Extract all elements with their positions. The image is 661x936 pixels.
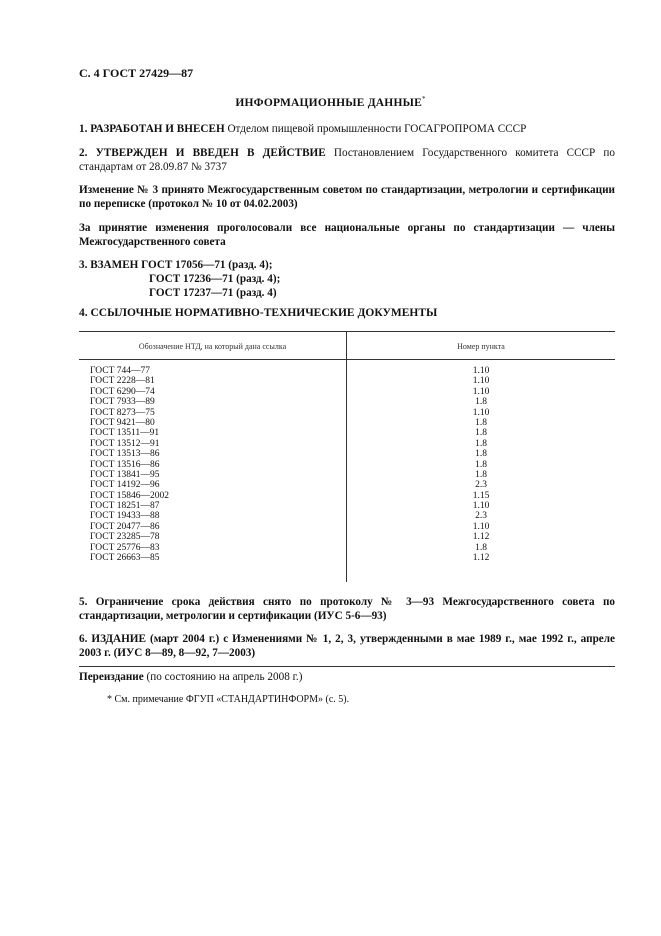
table-cell-item: 1.8 — [475, 417, 487, 428]
table-row — [79, 522, 615, 532]
table-row — [79, 408, 615, 418]
table-row — [79, 418, 615, 428]
section-1-heading: 1. РАЗРАБОТАН И ВНЕСЕН — [79, 123, 225, 135]
reprint-text: (по состоянию на апрель 2008 г.) — [143, 671, 303, 683]
page-header: С. 4 ГОСТ 27429—87 — [79, 66, 194, 80]
section-2 — [79, 146, 615, 174]
table-cell-document: ГОСТ 13511—91 — [90, 428, 160, 439]
table-cell-item: 1.8 — [475, 428, 487, 439]
table-cell-item: 1.10 — [472, 376, 490, 387]
table-row — [79, 397, 615, 407]
divider-rule — [79, 666, 615, 667]
table-cell-document: ГОСТ 18251—87 — [90, 501, 160, 512]
table-row — [79, 366, 615, 376]
table-cell-item: 1.15 — [472, 490, 490, 501]
table-cell-document: ГОСТ 25776—83 — [90, 542, 160, 553]
table-cell-item: 1.10 — [472, 386, 490, 397]
table-cell-document: ГОСТ 14192—96 — [90, 480, 160, 491]
table-cell-item: 1.12 — [472, 532, 490, 543]
title-text: ИНФОРМАЦИОННЫЕ ДАННЫЕ — [235, 96, 422, 109]
table-cell-item: 1.10 — [472, 521, 490, 532]
table-row — [79, 532, 615, 542]
table-cell-document: ГОСТ 7933—89 — [90, 397, 155, 408]
table-cell-item: 1.10 — [472, 407, 490, 418]
table-cell-document: ГОСТ 2228—81 — [90, 376, 155, 387]
section-3-line-2: ГОСТ 17236—71 (разд. 4); — [149, 273, 281, 285]
table-cell-item: 1.10 — [472, 366, 490, 376]
section-2-text: Постановлением Государственного комитета СССР по стандартам от 28.09.87 № 3737 — [79, 147, 615, 173]
table-body — [79, 366, 615, 563]
table-row — [79, 428, 615, 438]
table-row — [79, 470, 615, 480]
table-cell-item: 2.3 — [475, 480, 487, 491]
reprint-label: Переиздание — [79, 671, 144, 683]
section-3-line-1: 3. ВЗАМЕН ГОСТ 17056—71 (разд. 4); — [79, 259, 273, 271]
section-6: 6. ИЗДАНИЕ (март 2004 г.) с Изменениями № 1, 2, 3, утвержденными в мае 1989 г., мае 1992 г., апреле 2003 г. (ИУС 8—89, 8—92, 7—2003) — [79, 633, 615, 659]
table-cell-item: 2.3 — [475, 511, 487, 522]
table-cell-document: ГОСТ 23285—78 — [90, 532, 160, 543]
vote-note: За принятие изменения проголосовали все национальные органы по стандартизации — члены Межгосударственного совета — [79, 222, 615, 248]
page-title — [0, 95, 661, 109]
table-row — [79, 553, 615, 563]
section-1 — [79, 122, 615, 136]
table-header-document: Обозначение НТД, на который дана ссылка — [138, 342, 287, 351]
table-row — [79, 491, 615, 501]
table-row — [79, 501, 615, 511]
section-3-line-3: ГОСТ 17237—71 (разд. 4) — [149, 287, 277, 299]
table-cell-document: ГОСТ 13841—95 — [90, 469, 160, 480]
table-top-rule — [79, 331, 615, 332]
table-cell-document: ГОСТ 26663—85 — [90, 553, 160, 564]
table-row — [79, 543, 615, 553]
section-2-heading: 2. УТВЕРЖДЕН И ВВЕДЕН В ДЕЙСТВИЕ — [79, 147, 326, 159]
table-cell-document: ГОСТ 6290—74 — [90, 386, 155, 397]
table-cell-document: ГОСТ 744—77 — [90, 366, 150, 376]
table-row — [79, 511, 615, 521]
table-cell-item: 1.12 — [472, 553, 490, 564]
reprint-note — [79, 671, 302, 683]
table-row — [79, 449, 615, 459]
section-3 — [79, 258, 615, 300]
table-cell-item: 1.8 — [475, 542, 487, 553]
table-row — [79, 439, 615, 449]
table-row — [79, 460, 615, 470]
table-cell-item: 1.8 — [475, 469, 487, 480]
table-cell-document: ГОСТ 8273—75 — [90, 407, 155, 418]
table-row — [79, 480, 615, 490]
table-cell-document: ГОСТ 15846—2002 — [90, 490, 169, 501]
table-cell-document: ГОСТ 13513—86 — [90, 449, 160, 460]
change-note: Изменение № 3 принято Межгосударственным советом по стандартизации, метрологии и сертификации по переписке (протокол № 10 от 04.02.2003) — [79, 184, 615, 210]
table-header-item: Номер пункта — [457, 342, 505, 351]
section-5: 5. Ограничение срока действия снято по протоколу № 3—93 Межгосударственного совета по стандартизации, метрологии и сертификации (ИУС 5-6—93) — [79, 596, 615, 622]
table-cell-document: ГОСТ 13516—86 — [90, 459, 160, 470]
table-row — [79, 387, 615, 397]
section-1-text: Отделом пищевой промышленности ГОСАГРОПРОМА СССР — [227, 123, 527, 135]
section-4-title: 4. ССЫЛОЧНЫЕ НОРМАТИВНО-ТЕХНИЧЕСКИЕ ДОКУМЕНТЫ — [79, 307, 438, 319]
table-row — [79, 376, 615, 386]
table-cell-item: 1.10 — [472, 501, 490, 512]
table-cell-item: 1.8 — [475, 397, 487, 408]
table-cell-document: ГОСТ 13512—91 — [90, 438, 160, 449]
table-header-rule — [79, 359, 615, 360]
table-cell-document: ГОСТ 9421—80 — [90, 417, 155, 428]
footnote: * См. примечание ФГУП «СТАНДАРТИНФОРМ» (с. 5). — [107, 694, 350, 705]
table-cell-item: 1.8 — [475, 459, 487, 470]
table-cell-document: ГОСТ 20477—86 — [90, 521, 160, 532]
table-cell-item: 1.8 — [475, 438, 487, 449]
table-cell-item: 1.8 — [475, 449, 487, 460]
table-cell-document: ГОСТ 19433—88 — [90, 511, 160, 522]
title-footnote-mark: * — [421, 95, 426, 103]
